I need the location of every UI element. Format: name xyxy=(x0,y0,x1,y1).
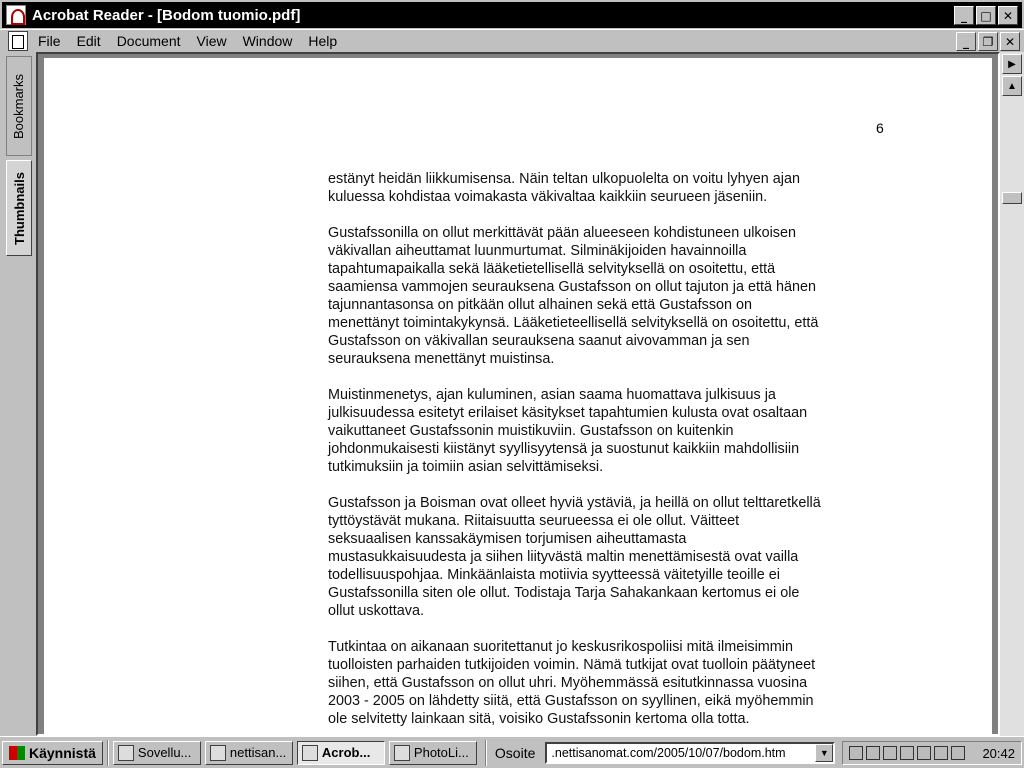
menu-document[interactable]: Document xyxy=(116,33,181,49)
acrobat-app-icon[interactable] xyxy=(6,5,26,25)
task-nettisanomat[interactable] xyxy=(205,741,293,765)
menu-file[interactable]: File xyxy=(38,33,61,49)
document-view[interactable] xyxy=(36,52,1000,736)
start-button[interactable] xyxy=(2,741,103,765)
menu-edit[interactable]: Edit xyxy=(76,33,101,49)
antivirus-icon[interactable] xyxy=(883,746,897,760)
acrobat-icon xyxy=(302,745,318,761)
search-icon[interactable] xyxy=(866,746,880,760)
paragraph-3: Muistinmenetys, ajan kuluminen, asian saama huomattava julkisuus ja julkisuudessa esitetyt erilaiset käsitykset tapahtumien kulusta ovat osaltaan vaikuttaneet Gustafssonin muistikuviin. Gustafsson on kuitenkin johdonmukaisesti kiistänyt syyllisyytensä ja suostunut kaikkiin mahdollisiin tutkimuksiin ja toimiin asian selvittämiseksi. xyxy=(328,387,808,475)
address-label: Osoite xyxy=(494,744,536,761)
app-icon xyxy=(118,745,134,761)
hardware-icon[interactable] xyxy=(917,746,931,760)
task-label: Sovellu... xyxy=(137,745,192,760)
page-number: 6 xyxy=(876,120,884,136)
paragraph-1: estänyt heidän liikkumisensa. Näin teltan ulkopuolelta on voitu lyhyen ajan kuluessa kohdistaa voimakasta väkivaltaa kaikkiin seurueen jäseniin. xyxy=(328,171,800,205)
pdf-page xyxy=(44,58,992,738)
address-input[interactable] xyxy=(545,742,835,764)
task-acrobat[interactable] xyxy=(297,741,385,765)
address-value: .nettisanomat.com/2005/10/07/bodom.htm xyxy=(551,745,786,760)
vertical-scrollbar[interactable] xyxy=(1000,52,1024,736)
minimize-button[interactable]: _ xyxy=(954,6,974,25)
address-dropdown-icon[interactable]: ▼ xyxy=(815,744,833,762)
task-photolink[interactable] xyxy=(389,741,477,765)
task-label: nettisan... xyxy=(229,745,287,760)
network-icon[interactable] xyxy=(849,746,863,760)
tab-thumbnails[interactable] xyxy=(6,160,32,256)
maximize-button[interactable]: □ xyxy=(976,6,996,25)
tab-thumbnails-label: Thumbnails xyxy=(11,171,27,245)
task-sovellu[interactable] xyxy=(113,741,201,765)
menu-bar xyxy=(0,30,1024,52)
close-button[interactable]: ✕ xyxy=(998,6,1018,25)
menu-help[interactable]: Help xyxy=(308,33,338,49)
paragraph-4: Gustafsson ja Boisman ovat olleet hyviä ystäviä, ja heillä on ollut telttaretkellä tyttöystävät mukana. Riitaisuutta seurueessa ei ole ollut. Väitteet seksuaalisen kanssakäymisen torjumisen aiheuttamasta mustasukkaisuudesta ja siihen liityvästä maltin menettämisestä ovat vailla todellisuuspohjaa. Minkäänlaista motiivia syytteessä väitetyille teoille ei Gustafssonilla siten ole ollut. Todistaja Tarja Sahakankaan kertomus ei ole ollut uskottava. xyxy=(328,495,821,619)
page-up-button[interactable]: ▶ xyxy=(1002,54,1022,74)
paragraph-2: Gustafssonilla on ollut merkittävät pään alueeseen kohdistuneen ulkoisen väkivallan aiheuttamat luunmurtumat. Silminäkijoiden havainnoilla tapahtumapaikalla sekä lääketietellisellä selvityksellä on osoitettu, että saamiensa vammojen seurauksena Gustafsson on ollut tajuton ja että hänen tajunnantasonsa on pitkään ollut alhainen sekä että Gustafsson on menettänyt toimintakykynsä. Lääketieteellisellä selvityksellä on osoitettu, että Gustafsson on väkivallan seurauksena saanut aivovamman ja sen seurauksena menettänyt muistinsa. xyxy=(328,225,819,367)
taskbar xyxy=(0,736,1024,768)
doc-close-button[interactable]: ✕ xyxy=(1000,32,1020,51)
photo-icon xyxy=(394,745,410,761)
menu-view[interactable]: View xyxy=(196,33,227,49)
start-label: Käynnistä xyxy=(29,744,96,761)
task-label: Acrob... xyxy=(321,745,371,760)
taskbar-separator xyxy=(485,740,487,766)
tab-bookmarks-label: Bookmarks xyxy=(11,73,27,139)
task-label: PhotoLi... xyxy=(413,745,469,760)
paragraph-5: Tutkintaa on aikanaan suoritettanut jo keskusrikospoliisi mitä ilmeisimmin tuolloisten parhaiden tutkijoiden voimin. Nämä tutkijat ovat tuolloin päätyneet siihen, että Gustafsson on ollut uhri. Myöhemmässä esitutkinnassa vuosina 2003 - 2005 on lähdetty siitä, että Gustafsson on syyllinen, eikä myöhemmin ole selvitetty lainkaan sitä, voisiko Gustafssonin kertoma olla totta. xyxy=(328,639,816,727)
doc-restore-button[interactable]: ❐ xyxy=(978,32,998,51)
scrollbar-thumb[interactable] xyxy=(1002,192,1022,204)
windows-flag-icon xyxy=(9,746,25,760)
doc-minimize-button[interactable]: _ xyxy=(956,32,976,51)
window-title: Acrobat Reader - [Bodom tuomio.pdf] xyxy=(32,6,301,24)
monitor-icon[interactable] xyxy=(951,746,965,760)
tab-bookmarks[interactable] xyxy=(6,56,32,156)
system-tray xyxy=(842,741,1022,765)
browser-icon xyxy=(210,745,226,761)
volume-icon[interactable] xyxy=(934,746,948,760)
title-bar xyxy=(0,0,1024,30)
menu-window[interactable]: Window xyxy=(242,33,293,49)
clock[interactable]: 20:42 xyxy=(982,745,1015,761)
document-icon[interactable] xyxy=(8,31,28,51)
taskbar-separator xyxy=(107,740,109,766)
navigation-pane-tabs xyxy=(0,52,36,736)
scroll-up-arrow-icon[interactable]: ▲ xyxy=(1002,76,1022,96)
security-icon[interactable] xyxy=(900,746,914,760)
